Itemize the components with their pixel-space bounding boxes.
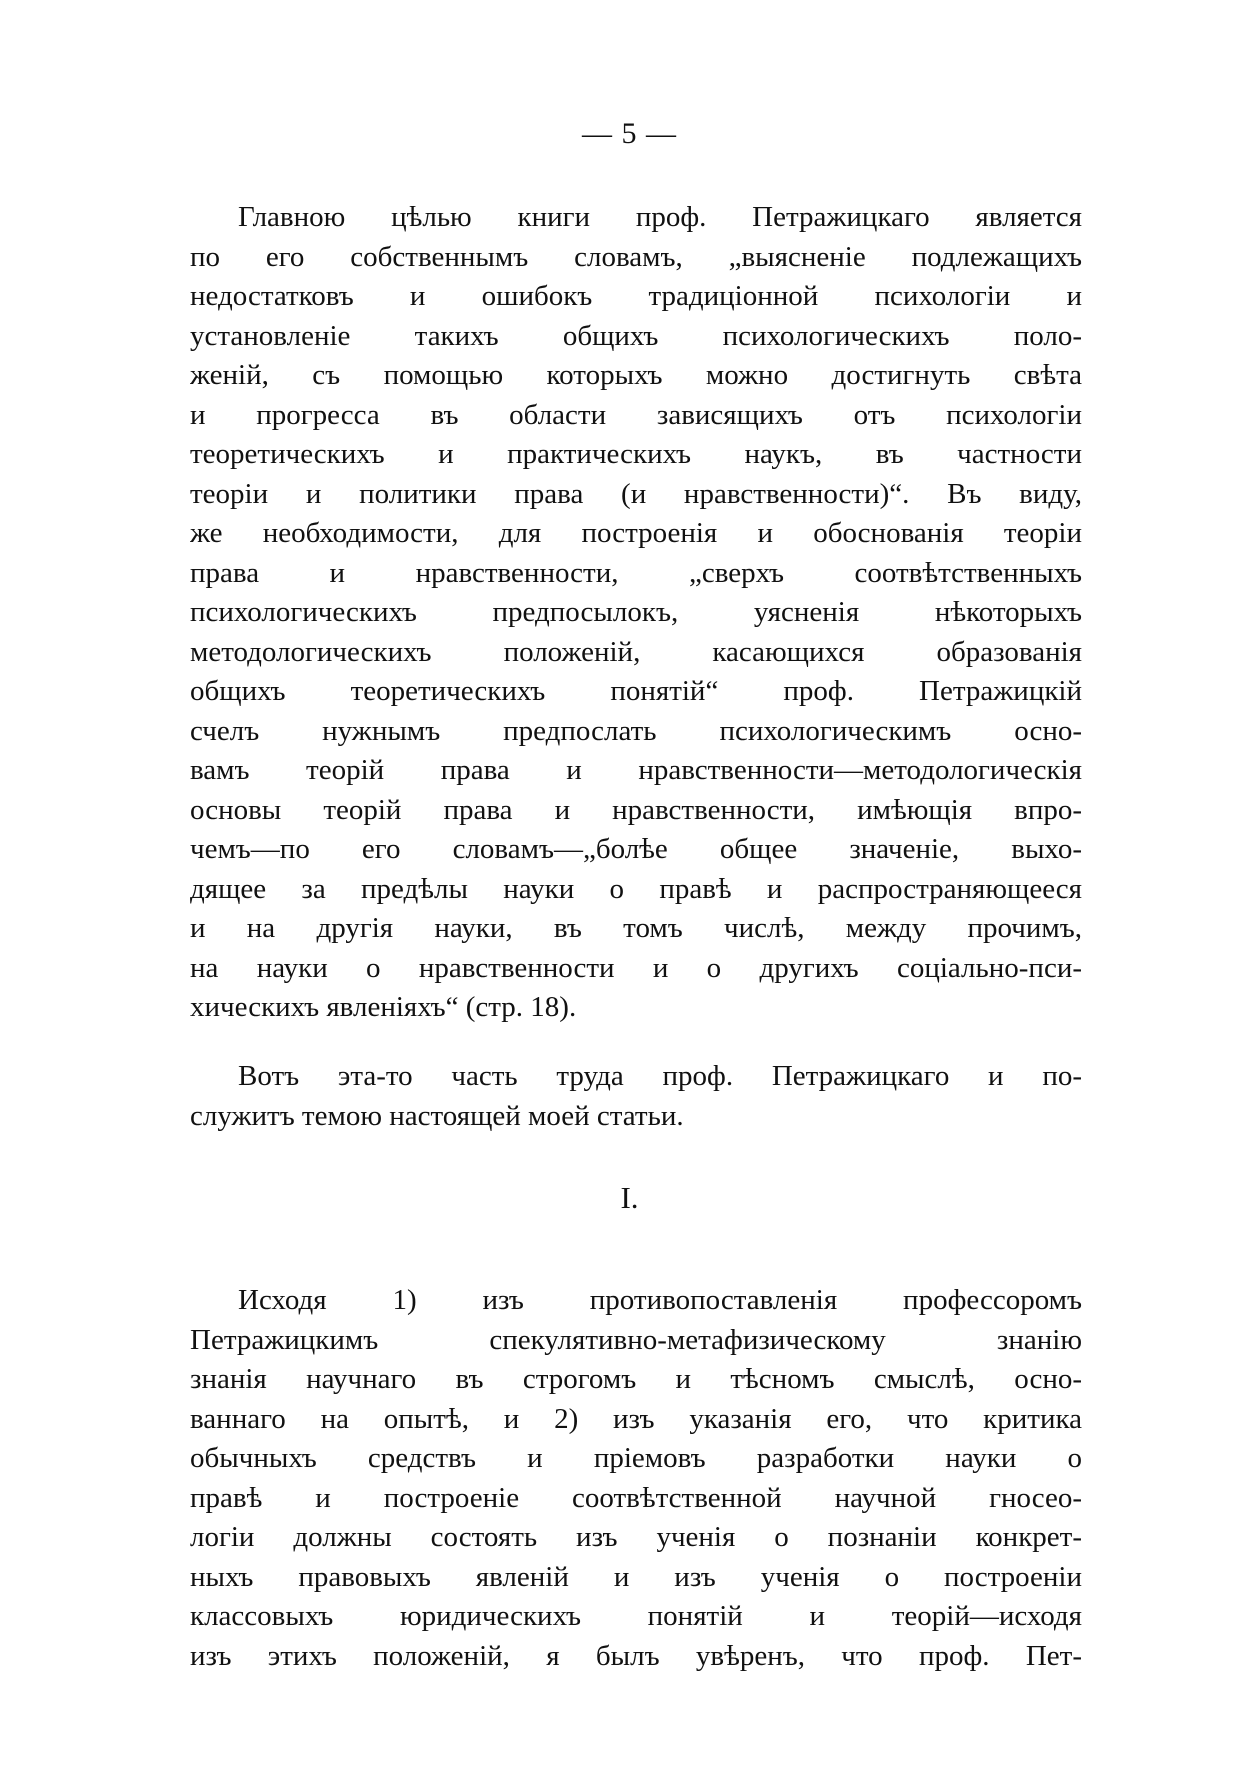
text-line: теоріи и политики права (и нравственности)“. Въ виду, xyxy=(190,477,1082,510)
paragraph-2 xyxy=(190,1057,1082,1136)
text-line: обычныхъ средствъ и пріемовъ разработки науки о xyxy=(190,1442,1082,1474)
text-line: основы теорій права и нравственности, имѣющія впро- xyxy=(190,793,1082,826)
text-line: установленіе такихъ общихъ психологическихъ поло- xyxy=(190,319,1082,352)
text-line: Петражицкимъ спекулятивно-метафизическому знанію xyxy=(190,1323,1082,1356)
paragraph-1 xyxy=(190,198,1082,1028)
text-line: и на другія науки, въ томъ числѣ, между прочимъ, xyxy=(190,912,1082,944)
text-line: классовыхъ юридическихъ понятій и теорій—исходя xyxy=(190,1600,1082,1632)
text-line: Вотъ эта-то часть труда проф. Петражицкаго и по- xyxy=(238,1060,1082,1092)
paragraph-3 xyxy=(190,1281,1082,1676)
text-line: права и нравственности, „сверхъ соотвѣтственныхъ xyxy=(190,556,1082,589)
section-heading: I. xyxy=(620,1180,639,1215)
text-line: знанія научнаго въ строгомъ и тѣсномъ смыслѣ, осно- xyxy=(190,1363,1082,1395)
text-line: хическихъ явленіяхъ“ (стр. 18). xyxy=(190,991,577,1023)
text-line: дящее за предѣлы науки о правѣ и распространяющееся xyxy=(190,872,1082,905)
text-line: методологическихъ положеній, касающихся образованія xyxy=(190,635,1082,668)
text-line: вамъ теорій права и нравственности—методологическія xyxy=(190,754,1082,786)
text-line: теоретическихъ и практическихъ наукъ, въ частности xyxy=(190,438,1082,470)
text-line: логіи должны состоять изъ ученія о познаніи конкрет- xyxy=(190,1521,1082,1553)
text-line: общихъ теоретическихъ понятій“ проф. Петражицкій xyxy=(190,675,1082,707)
text-line: женій, съ помощью которыхъ можно достигнуть свѣта xyxy=(190,359,1082,391)
text-line: Исходя 1) изъ противопоставленія профессоромъ xyxy=(238,1284,1082,1316)
text-line: правѣ и построеніе соотвѣтственной научной гносео- xyxy=(190,1481,1082,1514)
page-number: — 5 — xyxy=(582,117,677,150)
text-line: же необходимости, для построенія и обоснованія теоріи xyxy=(190,517,1082,549)
text-line: ныхъ правовыхъ явленій и изъ ученія о построеніи xyxy=(190,1560,1082,1593)
text-line: недостатковъ и ошибокъ традиціонной психологіи и xyxy=(190,280,1082,312)
text-line: Главною цѣлью книги проф. Петражицкаго является xyxy=(238,201,1082,233)
text-line: счелъ нужнымъ предпослать психологическимъ осно- xyxy=(190,714,1082,747)
text-line: служитъ темою настоящей моей статьи. xyxy=(190,1099,684,1132)
text-line: чемъ—по его словамъ—„болѣе общее значеніе, выхо- xyxy=(190,833,1082,865)
text-line: психологическихъ предпосылокъ, уясненія нѣкоторыхъ xyxy=(190,596,1082,628)
text-line: и прогресса въ области зависящихъ отъ психологіи xyxy=(190,398,1082,431)
text-line: изъ этихъ положеній, я былъ увѣренъ, что проф. Пет- xyxy=(190,1639,1082,1672)
text-line: по его собственнымъ словамъ, „выясненіе подлежащихъ xyxy=(190,240,1082,273)
text-line: на науки о нравственности и о другихъ соціально-пси- xyxy=(190,951,1082,984)
text-line: ваннаго на опытѣ, и 2) изъ указанія его, что критика xyxy=(190,1402,1082,1435)
